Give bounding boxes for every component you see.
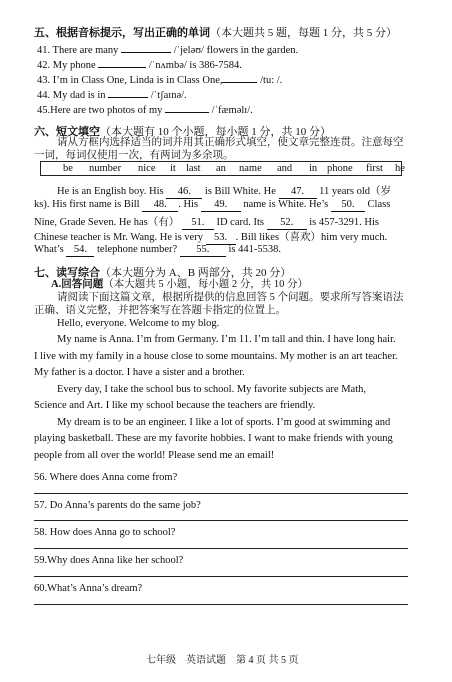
word-bank-box xyxy=(40,161,405,176)
q42-text: 42. My phone xyxy=(37,60,96,71)
question-41 xyxy=(37,43,298,56)
passage-line-1 xyxy=(57,183,391,199)
q45-phonetic: /ˈfæməlɪ/. xyxy=(211,105,253,116)
passage-text: is 457-3291. His xyxy=(309,217,379,228)
section-6-heading: 六、短文填空 xyxy=(34,126,100,138)
q41-text-end: flowers in the garden. xyxy=(206,45,299,56)
passage-text: . His xyxy=(178,199,199,210)
passage-line-5 xyxy=(34,244,281,257)
word-bank-item: number xyxy=(89,163,122,174)
passage-line-2 xyxy=(34,199,390,212)
answer-line-56[interactable] xyxy=(34,493,408,494)
part-a-instructions-2: 正确、语义完整，并把答案写在答题卡指定的位置上。 xyxy=(34,305,286,316)
word-bank-item: and xyxy=(277,163,293,174)
blank-51: 51. xyxy=(182,218,214,230)
section-6-note: （本大题有 10 个小题，每小题 1 分，共 10 分） xyxy=(100,126,331,138)
question-42 xyxy=(37,58,242,71)
reading-paragraph-4-line: playing basketball. These are my favorite hobbies. I want to make friends with young xyxy=(34,433,393,444)
section-6-instructions: 请从方框内选择适当的词并用其正确形式填空，使文章完整连贯。注意每空 xyxy=(57,137,404,148)
answer-line-58[interactable] xyxy=(34,548,408,549)
reading-paragraph-4-line: people from all over the world! Please send me an email! xyxy=(34,450,275,461)
reading-paragraph-2-line: My father is a doctor. I have a sister and a brother. xyxy=(34,367,245,378)
blank-54: 54. xyxy=(66,245,94,257)
q44-text: 44. My dad is in xyxy=(37,90,106,101)
word-bank-item: last xyxy=(186,163,201,174)
section-7-heading: 七、读写综合 xyxy=(34,267,100,279)
q43-text: 43. I’m in Class One, Linda is in Class One, xyxy=(37,75,223,86)
question-56: 56. Where does Anna come from? xyxy=(34,472,178,483)
passage-text: is 441-5538. xyxy=(228,244,281,255)
q41-blank xyxy=(121,43,171,53)
section-5-title xyxy=(34,24,397,40)
passage-text: What’s xyxy=(34,244,64,255)
reading-paragraph-1: Hello, everyone. Welcome to my blog. xyxy=(57,318,220,329)
passage-text: name is White. He’s xyxy=(243,199,329,210)
word-bank-item: it xyxy=(170,163,176,174)
part-a-note: （本大题共 5 小题，每小题 2 分，共 10 分） xyxy=(103,279,308,290)
reading-paragraph-4: My dream is to be an engineer. I like a lot of sports. I’m good at swimming and xyxy=(57,417,391,428)
blank-47: 47. xyxy=(279,187,317,199)
q45-blank xyxy=(165,103,209,113)
blank-49: 49. xyxy=(201,200,241,212)
q45-text: 45.Here are two photos of my xyxy=(37,105,163,116)
passage-text: Class xyxy=(367,199,391,210)
section-6-instructions-2: 一词，每词仅使用一次，有两词为多余项。 xyxy=(34,150,234,161)
question-59: 59.Why does Anna like her school? xyxy=(34,555,184,566)
word-bank-item: in xyxy=(309,163,318,174)
passage-text: ID card. Its xyxy=(216,217,264,228)
section-7-note: （本大题分为 A、B 两部分，共 20 分） xyxy=(100,267,292,279)
passage-line-3 xyxy=(34,214,379,230)
q42-text-end: is 386-7584. xyxy=(189,60,242,71)
word-bank-item: he xyxy=(395,163,405,174)
blank-53: 53. xyxy=(206,233,236,245)
reading-paragraph-3-line: Science and Art. I like my school because the teachers are friendly. xyxy=(34,400,316,411)
passage-text: is Bill White. He xyxy=(204,186,276,197)
passage-text: . Bill likes（喜欢）him very much. xyxy=(235,232,388,243)
part-a-instructions: 请阅读下面这篇文章，根据所提供的信息回答 5 个问题。要求所写答案语法 xyxy=(57,292,404,303)
q43-blank xyxy=(222,73,257,83)
question-58: 58. How does Anna go to school? xyxy=(34,527,176,538)
q43-phonetic: /tu: /. xyxy=(260,75,283,86)
q42-blank xyxy=(98,58,146,68)
reading-paragraph-2-line: I live with my family in a house close to some mountains. My mother is an art teacher. xyxy=(34,351,398,362)
blank-55: 55. xyxy=(180,245,226,257)
question-43 xyxy=(37,73,282,86)
page-footer: 七年级 英语试题 第 4 页 共 5 页 xyxy=(146,655,299,666)
q42-phonetic: /ˈnʌmbə/ xyxy=(148,60,187,71)
reading-paragraph-2: My name is Anna. I’m from Germany. I’m 11. I’m tall and thin. I have long hair. xyxy=(57,334,396,345)
word-bank-item: nice xyxy=(138,163,156,174)
section-5-note: （本大题共 5 题，每题 1 分，共 5 分） xyxy=(210,27,397,39)
passage-line-4 xyxy=(34,229,387,245)
reading-paragraph-3: Every day, I take the school bus to school. My favorite subjects are Math, xyxy=(57,384,366,395)
passage-text: ks). His first name is Bill xyxy=(34,199,140,210)
question-45 xyxy=(37,103,253,116)
passage-text: Nine, Grade Seven. He has（有） xyxy=(34,217,180,228)
word-bank-item: an xyxy=(216,163,226,174)
q44-phonetic: /ˈtʃaɪnə/. xyxy=(150,90,187,101)
word-bank-item: phone xyxy=(327,163,353,174)
blank-52: 52. xyxy=(267,218,307,230)
question-44 xyxy=(37,88,187,101)
q44-blank xyxy=(108,88,148,98)
blank-48: 48. xyxy=(142,200,178,212)
passage-text: Chinese teacher is Mr. Wang. He is very xyxy=(34,232,203,243)
word-bank-item: be xyxy=(63,163,73,174)
q41-text: 41. There are many xyxy=(37,45,119,56)
passage-text: 11 years old（岁 xyxy=(319,186,392,197)
question-60: 60.What’s Anna’s dream? xyxy=(34,583,143,594)
blank-50: 50. xyxy=(331,200,365,212)
answer-line-57[interactable] xyxy=(34,520,408,521)
passage-text: telephone number? xyxy=(97,244,178,255)
word-bank-item: name xyxy=(239,163,262,174)
blank-46: 46. xyxy=(166,187,202,199)
section-5-heading: 五、根据音标提示，写出正确的单词 xyxy=(34,27,210,39)
question-57: 57. Do Anna’s parents do the same job? xyxy=(34,500,201,511)
answer-line-60[interactable] xyxy=(34,604,408,605)
q41-phonetic: /ˈjeləʊ/ xyxy=(173,45,204,56)
answer-line-59[interactable] xyxy=(34,576,408,577)
word-bank-item: first xyxy=(366,163,383,174)
passage-text: He is an English boy. His xyxy=(57,186,164,197)
part-a-heading: A.回答问题 xyxy=(51,279,104,290)
